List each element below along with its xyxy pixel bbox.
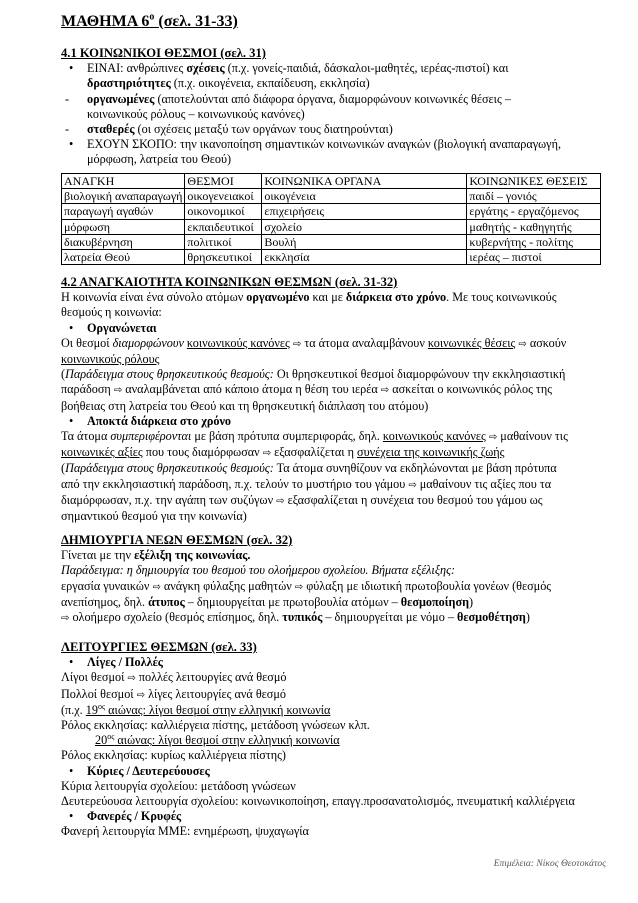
table-row (62, 249, 601, 264)
table-cell: οικογένεια (262, 189, 467, 204)
table-cell: διακυβέρνηση (62, 234, 185, 249)
table-cell: μόρφωση (62, 219, 185, 234)
table-cell: παραγωγή αγαθών (62, 204, 185, 219)
table-row (62, 189, 601, 204)
section-functions: ΛΕΙΤΟΥΡΓΙΕΣ ΘΕΣΜΩΝ (σελ. 33) • Λίγες / Πολλές Λίγοι θεσμοί ⇨ πολλές λειτουργίες ανά θεσμό Πολλοί θεσμοί ⇨ λίγες λειτουργίες ανά θεσμό (π.χ. $19^{o\varsigma}$ αιώνας: λίγοι θεσμοί στην ελληνική κοινωνία Ρόλος εκκλησίας: καλλιέργεια πίστης, μετάδοση γνώσεων κλπ. $20^{o\varsigma}$ αιώνας: λίγοι θεσμοί στην ελληνική κοινωνία Ρόλος εκκλησίας: κυρίως καλλιέργεια πίστης) • Κύριες / Δευτερεύουσες Κύρια λειτουργία σχολείου: μετάδοση γνώσεων Δευτερεύουσα λειτουργία σχολείου: κοινωνικοποίηση, επαγγ.προσανατολισμός, πνευματική καλλιέργεια • Φανερές / Κρυφές Φανερή λειτουργία ΜΜΕ: ενημέρωση, ψυχαγωγία (61, 640, 601, 840)
list-item: - σταθερές (οι σχέσεις μεταξύ των οργάνων τους διατηρούνται) (65, 122, 393, 137)
table-header-cell: ΘΕΣΜΟΙ (185, 174, 262, 189)
arrow-icon: ⇨ (518, 338, 527, 350)
table-header-cell: ΚΟΙΝΩΝΙΚΕΣ ΘΕΣΕΙΣ (467, 174, 601, 189)
table-header-row (62, 174, 601, 189)
list-item: • Κύριες / Δευτερεύουσες (69, 763, 210, 778)
table-row (62, 204, 601, 219)
list-item: • ΕΙΝΑΙ: ανθρώπινες σχέσεις (π.χ. γονείς-παιδιά, δάσκαλοι-μαθητές, ιερέας-πιστοί) και (69, 61, 509, 76)
section-heading: 4.2 ΑΝΑΓΚΑΙΟΤΗΤΑ ΚΟΙΝΩΝΙΚΩΝ ΘΕΣΜΩΝ (σελ. 31-32) (61, 275, 398, 289)
table-cell: βιολογική αναπαραγωγή (62, 189, 185, 204)
arrow-icon: ⇨ (294, 581, 304, 593)
arrow-icon: ⇨ (136, 689, 146, 701)
table-cell: οικογενειακοί (185, 189, 262, 204)
arrow-icon: ⇨ (276, 495, 285, 507)
section-4-1: 4.1 ΚΟΙΝΩΝΙΚΟΙ ΘΕΣΜΟΙ (σελ. 31) • ΕΙΝΑΙ: ανθρώπινες σχέσεις (π.χ. γονείς-παιδιά, δάσκαλοι-μαθητές, ιερέας-πιστοί) και δραστηριότητες (π.χ. οικογένεια, εκπαίδευση, εκκλησία) - οργανωμένες (αποτελούνται από διάφορα όργανα, διαμορφώνουν κοινωνικές θέσεις – κοινωνικούς ρόλους – κοινωνικούς κανόνες) - σταθερές (οι σχέσεις μεταξύ των οργάνων τους διατηρούνται) • ΕΧΟΥΝ ΣΚΟΠΟ: την ικανοποίηση σημαντικών κοινωνικών αναγκών (βιολογική αναπαραγωγή, μόρφωση, λατρεία του Θεού) (61, 46, 601, 168)
table-cell: εκπαιδευτικοί (185, 219, 262, 234)
table-header-cell: ΑΝΑΓΚΗ (62, 174, 185, 189)
arrow-icon: ⇨ (262, 448, 272, 460)
institutions-table (61, 173, 601, 265)
table-cell: ιερέας – πιστοί (467, 249, 601, 264)
list-item: • Αποκτά διάρκεια στο χρόνο (69, 413, 232, 428)
list-item: • ΕΧΟΥΝ ΣΚΟΠΟ: την ικανοποίηση σημαντικών κοινωνικών αναγκών (βιολογική αναπαραγωγή, (69, 137, 561, 152)
arrow-icon: ⇨ (380, 385, 390, 397)
list-item: • Οργανώνεται (69, 320, 157, 335)
footer-credit: Επιμέλεια: Νίκος Θεοτοκάτος (493, 859, 606, 869)
arrow-icon: ⇨ (61, 613, 70, 625)
section-heading: ΔΗΜΙΟΥΡΓΙΑ ΝΕΩΝ ΘΕΣΜΩΝ (σελ. 32) (61, 533, 293, 547)
table-cell: επιχειρήσεις (262, 204, 467, 219)
arrow-icon: ⇨ (127, 673, 136, 685)
table-cell: οικονομικοί (185, 204, 262, 219)
arrow-icon: ⇨ (408, 479, 417, 491)
section-heading: ΛΕΙΤΟΥΡΓΙΕΣ ΘΕΣΜΩΝ (σελ. 33) (61, 640, 257, 654)
arrow-icon: ⇨ (488, 432, 498, 444)
arrow-icon: ⇨ (113, 385, 123, 397)
table-cell: πολιτικοί (185, 234, 262, 249)
table-row (62, 219, 601, 234)
arrow-icon: ⇨ (152, 581, 161, 593)
section-4-2: 4.2 ΑΝΑΓΚΑΙΟΤΗΤΑ ΚΟΙΝΩΝΙΚΩΝ ΘΕΣΜΩΝ (σελ. 31-32) Η κοινωνία είναι ένα σύνολο ατόμων οργανωμένο και με διάρκεια στο χρόνο. Με τους κοινωνικούς θεσμούς η κοινωνία: • Οργανώνεται Οι θεσμοί διαμορφώνουν κοινωνικούς κανόνες ⇨ τα άτομα αναλαμβάνουν κοινωνικές θέσεις ⇨ ασκούν κοινωνικούς ρόλους (Παράδειγμα στους θρησκευτικούς θεσμούς: Οι θρησκευτικοί θεσμοί διαμορφώνουν την εκκλησιαστική παράδοση ⇨ αναλαμβάνεται από κάποιο άτομα η θέση του ιερέα ⇨ ασκείται ο κοινωνικός ρόλος της βοήθειας στη λατρεία του Θεού και τη θρησκευτική διάπλαση του ατόμου) • Αποκτά διάρκεια στο χρόνο Τα άτομα συμπεριφέρονται με βάση πρότυπα συμπεριφοράς, δηλ. κοινωνικούς κανόνες ⇨ μαθαίνουν τις κοινωνικές αξίες που τους διαμόρφωσαν ⇨ εξασφαλίζεται η συνέχεια της κοινωνικής ζωής (Παράδειγμα στους θρησκευτικούς θεσμούς: Τα άτομα συνηθίζουν να εκδηλώνονται με βάση πρότυπα από την εκκλησιαστική παράδοση, π.χ. τελούν το μυστήριο του γάμου ⇨ μαθαίνουν τις αξίες που τα διαμόρφωσαν, π.χ. την αγάπη των συζύγων ⇨ εξασφαλίζεται η συνέχεια του θεσμού του γάμου ως σημαντικού θεσμού για την κοινωνία) (61, 275, 601, 524)
table-cell: εργάτης - εργαζόμενος (467, 204, 601, 219)
table-cell: θρησκευτικοί (185, 249, 262, 264)
table-cell: εκκλησία (262, 249, 467, 264)
list-item: • Λίγες / Πολλές (69, 655, 163, 670)
table-header-cell: ΚΟΙΝΩΝΙΚΑ ΟΡΓΑΝΑ (262, 174, 467, 189)
table-cell: κυβερνήτης - πολίτης (467, 234, 601, 249)
table-cell: λατρεία Θεού (62, 249, 185, 264)
table-cell: σχολείο (262, 219, 467, 234)
section-heading: 4.1 ΚΟΙΝΩΝΙΚΟΙ ΘΕΣΜΟΙ (σελ. 31) (61, 46, 266, 60)
arrow-icon: ⇨ (292, 338, 302, 350)
list-item: • Φανερές / Κρυφές (69, 809, 182, 824)
table-cell: μαθητής - καθηγητής (467, 219, 601, 234)
section-new-institutions: ΔΗΜΙΟΥΡΓΙΑ ΝΕΩΝ ΘΕΣΜΩΝ (σελ. 32) Γίνεται με την εξέλιξη της κοινωνίας. Παράδειγμα: η δημιουργία του θεσμού του ολοήμερου σχολείου. Βήματα εξέλιξης: εργασία γυναικών ⇨ ανάγκη φύλαξης μαθητών ⇨ φύλαξη με ιδιωτική πρωτοβουλία γονέων (θεσμός ανεπίσημος, δηλ. άτυπος – δημιουργείται με πρωτοβουλία ατόμων – θεσμοποίηση) ⇨ ολοήμερο σχολείο (θεσμός επίσημος, δηλ. τυπικός – δημιουργείται με νόμο – θεσμοθέτηση) (61, 533, 601, 626)
table-cell: Βουλή (262, 234, 467, 249)
table-row (62, 234, 601, 249)
page-title: ΜΑΘΗΜΑ $6^o$ (σελ. 31-33) (61, 11, 238, 30)
list-item: - οργανωμένες (αποτελούνται από διάφορα όργανα, διαμορφώνουν κοινωνικές θέσεις – (65, 91, 511, 106)
table-cell: παιδί – γονιός (467, 189, 601, 204)
